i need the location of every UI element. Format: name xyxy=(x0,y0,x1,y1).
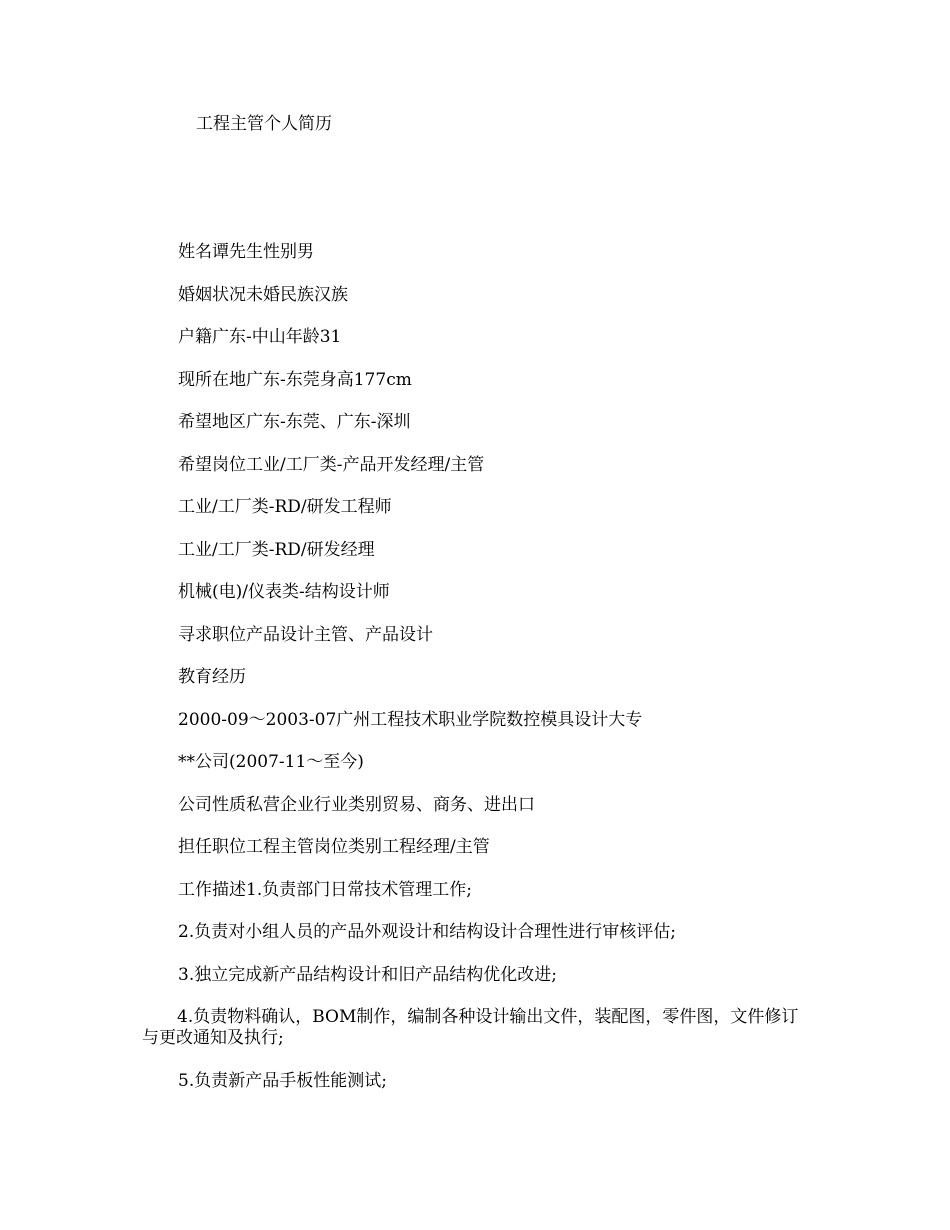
line-desired-position: 希望岗位工业/工厂类-产品开发经理/主管 xyxy=(178,455,485,475)
line-job-desc-3: 3.独立完成新产品结构设计和旧产品结构优化改进; xyxy=(178,965,557,985)
line-sought-position: 寻求职位产品设计主管、产品设计 xyxy=(178,625,433,645)
line-hukou-age: 户籍广东-中山年龄31 xyxy=(178,327,342,347)
line-job-desc-5: 5.负责新产品手板性能测试; xyxy=(178,1071,387,1091)
line-company-nature: 公司性质私营企业行业类别贸易、商务、进出口 xyxy=(178,795,535,815)
line-position-rd-engineer: 工业/工厂类-RD/研发工程师 xyxy=(178,497,392,517)
line-position-structure-designer: 机械(电)/仪表类-结构设计师 xyxy=(178,582,390,602)
line-desired-region: 希望地区广东-东莞、广东-深圳 xyxy=(178,412,411,432)
line-job-desc-1: 工作描述1.负责部门日常技术管理工作; xyxy=(178,880,472,900)
line-education-entry: 2000-09～2003-07广州工程技术职业学院数控模具设计大专 xyxy=(178,710,643,730)
line-marital-ethnicity: 婚姻状况未婚民族汉族 xyxy=(178,285,348,305)
line-job-title: 担任职位工程主管岗位类别工程经理/主管 xyxy=(178,837,490,857)
line-job-desc-2: 2.负责对小组人员的产品外观设计和结构设计合理性进行审核评估; xyxy=(178,922,676,942)
line-position-rd-manager: 工业/工厂类-RD/研发经理 xyxy=(178,540,375,560)
line-location-height: 现所在地广东-东莞身高177cm xyxy=(178,370,412,390)
document-title: 工程主管个人简历 xyxy=(196,114,332,134)
line-company: **公司(2007-11～至今) xyxy=(178,752,364,772)
line-name-gender: 姓名谭先生性别男 xyxy=(178,242,314,262)
paragraph-job-desc-4: 4.负责物料确认，BOM制作，编制各种设计输出文件，装配图，零件图，文件修订与更改通知及执行; xyxy=(142,1007,799,1048)
section-education: 教育经历 xyxy=(178,667,246,687)
